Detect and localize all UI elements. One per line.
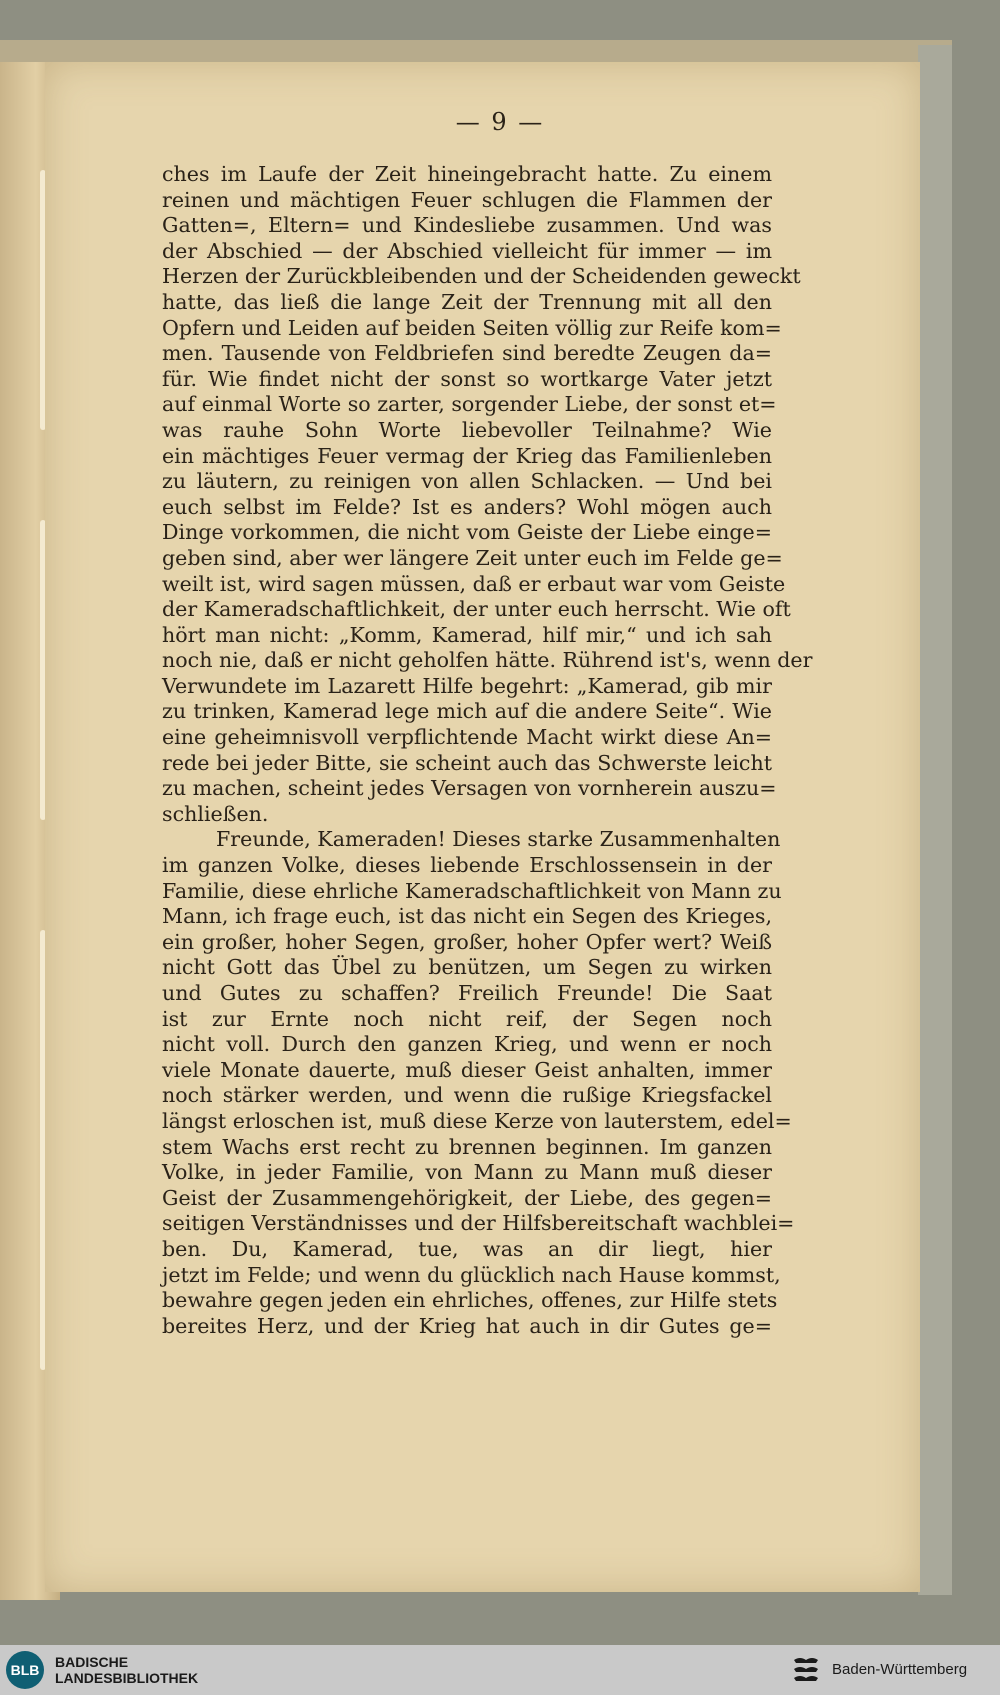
text-line: schließen.: [162, 801, 269, 826]
text-line: noch nie, daß er nicht geholfen hätte. Rührend ist's, wenn der: [162, 648, 813, 673]
page-top-edge: [0, 40, 952, 62]
page-number: — 9 —: [455, 108, 545, 136]
text-line: Geist der Zusammengehörigkeit, der Liebe, des gegen=: [162, 1185, 772, 1210]
text-line: Opfern und Leiden auf beiden Seiten völlig zur Reife kom=: [162, 315, 782, 340]
text-line: Volke, in jeder Familie, von Mann zu Mann muß dieser: [162, 1160, 772, 1185]
library-name-line2: LANDESBIBLIOTHEK: [55, 1670, 199, 1686]
text-line: reinen und mächtigen Feuer schlugen die Flammen der: [162, 187, 772, 212]
text-line: bereites Herz, und der Krieg hat auch in dir Gutes ge=: [162, 1313, 772, 1338]
text-line: Herzen der Zurückbleibenden und der Scheidenden geweckt: [162, 264, 801, 289]
text-line: ein großer, hoher Segen, großer, hoher Opfer wert? Weiß: [162, 929, 772, 954]
text-line: ches im Laufe der Zeit hineingebracht hatte. Zu einem: [162, 162, 772, 186]
text-line: nicht Gott das Übel zu benützen, um Segen zu wirken: [162, 955, 772, 980]
text-line: seitigen Verständnisses und der Hilfsbereitschaft wachblei=: [162, 1211, 795, 1236]
text-line: hatte, das ließ die lange Zeit der Trennung mit all den: [162, 289, 772, 314]
text-line: noch stärker werden, und wenn die rußige Kriegsfackel: [162, 1083, 772, 1108]
baden-wuerttemberg-lions-icon[interactable]: [790, 1654, 822, 1686]
text-line: der Kameradschaftlichkeit, der unter euch herrscht. Wie oft: [162, 597, 791, 622]
blb-logo[interactable]: BLB: [6, 1651, 44, 1689]
text-line: ist zur Ernte noch nicht reif, der Segen noch: [162, 1006, 772, 1031]
text-line: rede bei jeder Bitte, sie scheint auch das Schwerste leicht: [162, 750, 772, 775]
text-line: euch selbst im Felde? Ist es anders? Wohl mögen auch: [162, 494, 772, 519]
text-line: für. Wie findet nicht der sonst so wortkarge Vater jetzt: [162, 366, 772, 391]
text-line: ben. Du, Kamerad, tue, was an dir liegt, hier: [162, 1236, 772, 1261]
text-line: längst erloschen ist, muß diese Kerze von lauterstem, edel=: [162, 1108, 792, 1133]
text-line: ein mächtiges Feuer vermag der Krieg das Familienleben: [162, 443, 772, 468]
text-line: und Gutes zu schaffen? Freilich Freunde! Die Saat: [162, 981, 772, 1005]
text-line: Familie, diese ehrliche Kameradschaftlichkeit von Mann zu: [162, 878, 782, 903]
text-line: Gatten=, Eltern= und Kindesliebe zusammen. Und was: [162, 213, 772, 238]
text-line: zu trinken, Kamerad lege mich auf die andere Seite“. Wie: [162, 699, 772, 724]
text-line: Freunde, Kameraden! Dieses starke Zusammenhalten: [216, 827, 781, 852]
library-name-line1: BADISCHE: [55, 1654, 129, 1670]
text-line: Mann, ich frage euch, ist das nicht ein Segen des Krieges,: [162, 904, 772, 929]
text-line: zu machen, scheint jedes Versagen von vornherein auszu=: [162, 776, 777, 801]
text-line: Verwundete im Lazarett Hilfe begehrt: „Kamerad, gib mir: [162, 673, 772, 698]
text-line: jetzt im Felde; und wenn du glücklich nach Hause kommst,: [162, 1262, 781, 1287]
text-line: nicht voll. Durch den ganzen Krieg, und wenn er noch: [162, 1032, 772, 1057]
text-line: auf einmal Worte so zarter, sorgender Liebe, der sonst et=: [162, 392, 777, 417]
viewer-footer: [0, 1645, 1000, 1695]
text-line: men. Tausende von Feldbriefen sind beredte Zeugen da=: [162, 341, 772, 366]
text-line: geben sind, aber wer längere Zeit unter euch im Felde ge=: [162, 545, 783, 570]
text-line: stem Wachs erst recht zu brennen beginnen. Im ganzen: [162, 1134, 772, 1159]
text-line: eine geheimnisvoll verpflichtende Macht wirkt diese An=: [162, 725, 772, 750]
state-name[interactable]: Baden-Württemberg: [832, 1661, 968, 1678]
text-line: weilt ist, wird sagen müssen, daß er erbaut war vom Geiste: [162, 571, 786, 596]
text-line: der Abschied — der Abschied vielleicht für immer — im: [162, 238, 772, 263]
page-body-text: [162, 162, 813, 1339]
text-line: viele Monate dauerte, muß dieser Geist anhalten, immer: [162, 1057, 772, 1082]
page-right-edge: [918, 45, 952, 1595]
library-name[interactable]: [55, 1654, 198, 1686]
text-line: hört man nicht: „Komm, Kamerad, hilf mir,“ und ich sah: [162, 622, 772, 647]
text-line: Dinge vorkommen, die nicht vom Geiste der Liebe einge=: [162, 520, 772, 545]
text-line: bewahre gegen jeden ein ehrliches, offenes, zur Hilfe stets: [162, 1288, 778, 1313]
text-line: was rauhe Sohn Worte liebevoller Teilnahme? Wie: [162, 417, 772, 442]
text-line: im ganzen Volke, dieses liebende Erschlossensein in der: [162, 853, 772, 878]
text-line: zu läutern, zu reinigen von allen Schlacken. — Und bei: [162, 469, 772, 494]
